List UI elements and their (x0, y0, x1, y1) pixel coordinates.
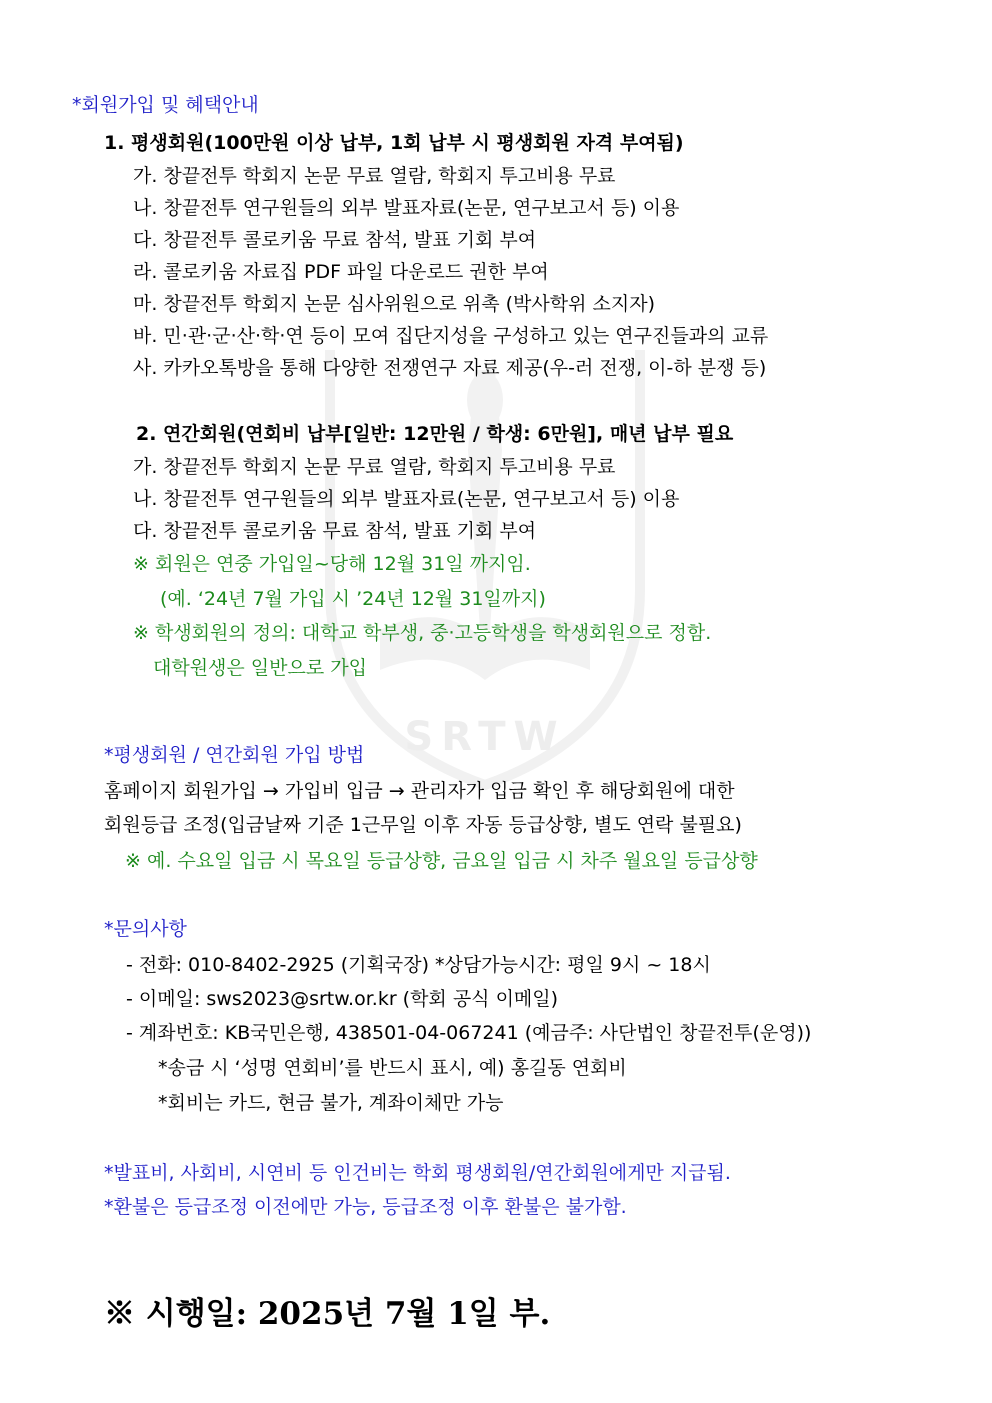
annual-note: ※ 회원은 연중 가입일~당해 12월 31일 까지임. (133, 553, 531, 575)
method-note: ※ 예. 수요일 입금 시 목요일 등급상향, 금요일 입금 시 차주 월요일 등급상향 (125, 850, 758, 872)
annual-note: 대학원생은 일반으로 가입 (153, 657, 367, 679)
membership-header: *회원가입 및 혜택안내 (72, 94, 259, 116)
method-title: *평생회원 / 연간회원 가입 방법 (104, 744, 365, 766)
notice-refund: *환불은 등급조정 이전에만 가능, 등급조정 이후 환불은 불가함. (104, 1196, 627, 1218)
contact-account: - 계좌번호: KB국민은행, 438501-04-067241 (예금주: 사단법인 창끝전투(운영)) (126, 1022, 812, 1044)
method-line: 홈페이지 회원가입 → 가입비 입금 → 관리자가 입금 확인 후 해당회원에 대한 (104, 780, 735, 802)
lifetime-item: 나. 창끝전투 연구원들의 외부 발표자료(논문, 연구보고서 등) 이용 (133, 197, 680, 219)
lifetime-item: 라. 콜로키움 자료집 PDF 파일 다운로드 권한 부여 (133, 261, 549, 283)
annual-title: 2. 연간회원(연회비 납부[일반: 12만원 / 학생: 6만원], 매년 납부 필요 (136, 423, 734, 445)
effective-date: ※ 시행일: 2025년 7월 1일 부. (104, 1296, 551, 1332)
watermark-text: SRTW (404, 714, 566, 760)
lifetime-item: 가. 창끝전투 학회지 논문 무료 열람, 학회지 투고비용 무료 (133, 165, 616, 187)
notice-fees: *발표비, 사회비, 시연비 등 인건비는 학회 평생회원/연간회원에게만 지급됨. (104, 1162, 731, 1184)
method-line: 회원등급 조정(입금날짜 기준 1근무일 이후 자동 등급상향, 별도 연락 불필요) (104, 814, 742, 836)
annual-item: 다. 창끝전투 콜로키움 무료 참석, 발표 기회 부여 (133, 520, 537, 542)
contact-email: - 이메일: sws2023@srtw.or.kr (학회 공식 이메일) (126, 988, 559, 1010)
lifetime-item: 다. 창끝전투 콜로키움 무료 참석, 발표 기회 부여 (133, 229, 537, 251)
annual-note: ※ 학생회원의 정의: 대학교 학부생, 중·고등학생을 학생회원으로 정함. (133, 622, 712, 644)
contact-payment-note: *회비는 카드, 현금 불가, 계좌이체만 가능 (158, 1092, 504, 1114)
annual-item: 가. 창끝전투 학회지 논문 무료 열람, 학회지 투고비용 무료 (133, 456, 616, 478)
annual-note: (예. ‘24년 7월 가입 시 ’24년 12월 31일까지) (160, 588, 546, 610)
lifetime-title: 1. 평생회원(100만원 이상 납부, 1회 납부 시 평생회원 자격 부여됨) (104, 132, 684, 154)
contact-transfer-note: *송금 시 ‘성명 연회비’를 반드시 표시, 예) 홍길동 연회비 (158, 1057, 627, 1079)
lifetime-item: 사. 카카오톡방을 통해 다양한 전쟁연구 자료 제공(우-러 전쟁, 이-하 분쟁 등) (133, 357, 767, 379)
annual-item: 나. 창끝전투 연구원들의 외부 발표자료(논문, 연구보고서 등) 이용 (133, 488, 680, 510)
lifetime-item: 마. 창끝전투 학회지 논문 심사위원으로 위촉 (박사학위 소지자) (133, 293, 655, 315)
lifetime-item: 바. 민·관·군·산·학·연 등이 모여 집단지성을 구성하고 있는 연구진들과의 교류 (133, 325, 769, 347)
contact-phone: - 전화: 010-8402-2925 (기획국장) *상담가능시간: 평일 9시 ~ 18시 (126, 954, 711, 976)
contact-title: *문의사항 (104, 918, 187, 940)
